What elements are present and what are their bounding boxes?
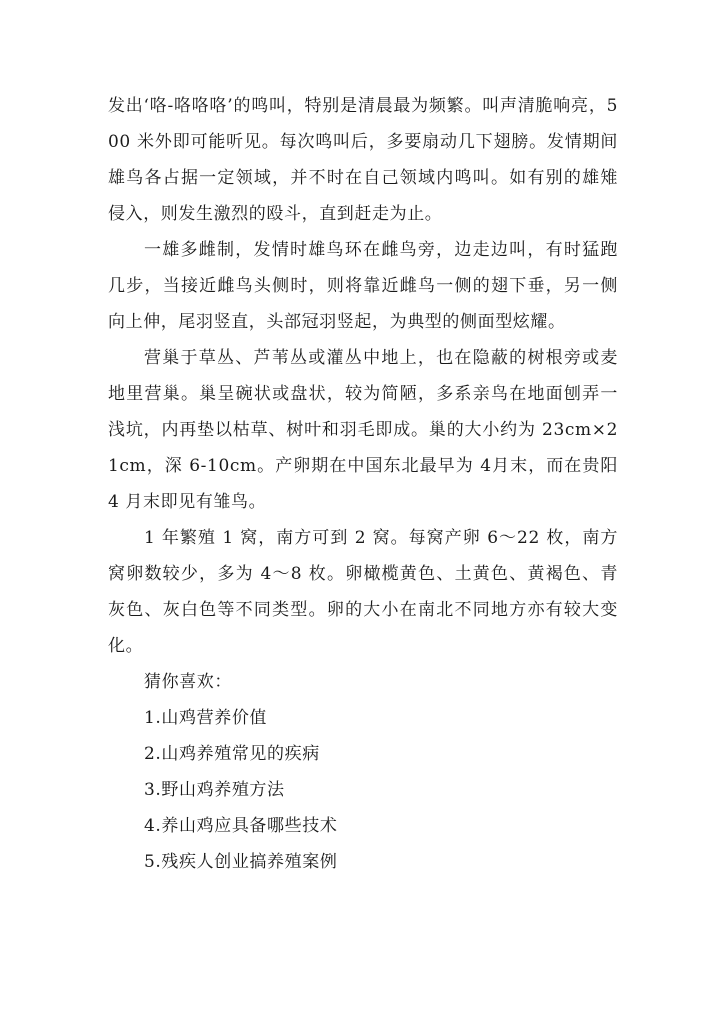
paragraph-nesting: 营巢于草丛、芦苇丛或灌丛中地上，也在隐蔽的树根旁或麦地里营巢。巢呈碗状或盘状，较为简陋，多系亲鸟在地面刨弄一浅坑，内再垫以枯草、树叶和羽毛即成。巢的大小约为 23cm×21cm，深 6-10cm。产卵期在中国东北最早为 4月末，而在贵阳 4 月末即见有雏鸟。 (108, 348, 618, 512)
related-link-4[interactable]: 4.养山鸡应具备哪些技术 (144, 816, 338, 836)
related-item[interactable] (144, 772, 618, 808)
related-item[interactable] (144, 844, 618, 880)
related-title: 猜你喜欢： (144, 672, 232, 692)
related-item[interactable] (144, 736, 618, 772)
related-link-5[interactable]: 5.残疾人创业搞养殖案例 (144, 852, 338, 872)
paragraph-breeding: 1 年繁殖 1 窝，南方可到 2 窝。每窝产卵 6～22 枚，南方窝卵数较少，多为 4～8 枚。卵橄榄黄色、土黄色、黄褐色、青灰色、灰白色等不同类型。卵的大小在南北不同地方亦有较大变化。 (108, 528, 618, 656)
document-page (108, 88, 618, 880)
related-item[interactable] (144, 700, 618, 736)
related-link-3[interactable]: 3.野山鸡养殖方法 (144, 780, 285, 800)
paragraph-courtship: 一雄多雌制，发情时雄鸟环在雌鸟旁，边走边叫，有时猛跑几步，当接近雌鸟头侧时，则将靠近雌鸟一侧的翅下垂，另一侧向上伸，尾羽竖直，头部冠羽竖起，为典型的侧面型炫耀。 (108, 240, 618, 332)
related-link-1[interactable]: 1.山鸡营养价值 (144, 708, 268, 728)
paragraph-call-behavior: 发出‘咯-咯咯咯’的鸣叫，特别是清晨最为频繁。叫声清脆响亮，500 米外即可能听见。每次鸣叫后，多要扇动几下翅膀。发情期间雄鸟各占据一定领域，并不时在自己领域内鸣叫。如有别的雄雉侵入，则发生激烈的殴斗，直到赶走为止。 (108, 96, 618, 224)
related-link-2[interactable]: 2.山鸡养殖常见的疾病 (144, 744, 320, 764)
related-item[interactable] (144, 808, 618, 844)
related-list (108, 700, 618, 880)
